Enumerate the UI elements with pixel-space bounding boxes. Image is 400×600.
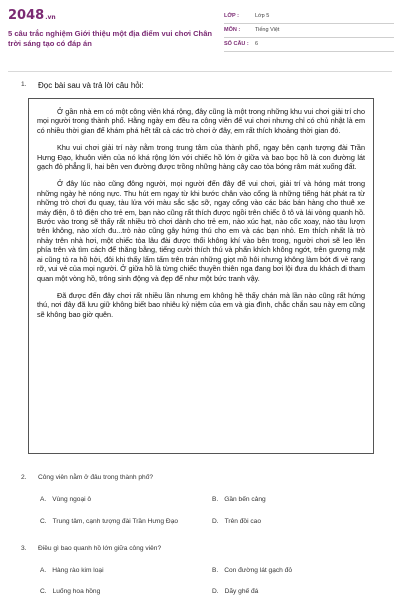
question-number: 2.: [21, 474, 27, 481]
meta-row-count: [224, 38, 394, 52]
passage-paragraph: Ở gần nhà em có một công viên khá rộng, đây cũng là một trong những khu vui chơi giải trí cho mọi người trong thành phố. Hằng ngày em đều ra công viên để vui chơi nhưng chỉ có chủ nhật là em có nhiều thời gian để khám phá hết tất cả các trò chơi ở đây, em rất thích khoảng thời gian đó.: [37, 107, 365, 135]
meta-value: 6: [255, 41, 259, 47]
meta-label: MÔN :: [224, 27, 241, 33]
option-letter: D.: [212, 588, 219, 595]
logo-text: 2048: [8, 8, 45, 23]
page-title: 5 câu trắc nghiệm Giới thiệu một địa điểm vui chơi Chân trời sáng tạo có đáp án: [8, 29, 213, 48]
option-letter: B.: [212, 567, 219, 574]
question-text: Đọc bài sau và trả lời câu hỏi:: [38, 81, 144, 90]
question-text: Công viên nằm ở đâu trong thành phố?: [38, 474, 154, 481]
reading-passage: [28, 98, 374, 454]
option-text: Luống hoa hồng: [52, 588, 101, 595]
meta-label: LỚP :: [224, 13, 239, 19]
page-header: [0, 0, 400, 70]
option-text: Hàng rào kim loại: [52, 567, 104, 574]
passage-paragraph: Khu vui chơi giải trí này nằm trong trung tâm của thành phố, ngay bên cạnh tượng đài Trần Hưng Đạo, khuôn viên của nó khá rộng lớn với chiếc hồ lớn ở giữa và bao bọc hồ là con đường lát gạch đỏ phẳng lì, hai bên ven đường được trồng những hàng cây cao tỏa bóng râm mát xuống đất.: [37, 143, 365, 172]
question-text: Điều gì bao quanh hồ lớn giữa công viên?: [38, 545, 162, 552]
question-number: 3.: [21, 545, 27, 552]
option-letter: D.: [212, 518, 219, 525]
meta-row-subject: [224, 24, 394, 38]
answer-option-c[interactable]: [40, 518, 178, 525]
option-text: Vùng ngoại ô: [52, 496, 92, 503]
option-text: Dãy ghế đá: [224, 588, 259, 595]
passage-paragraph: Đã được đến đây chơi rất nhiều lần nhưng em không hề thấy chán mà lần nào cũng rất hứng thú, nơi đây đã lưu giữ không biết bao nhiêu kỷ niệm của em và gia đình, chắc chắn sau này em cũng sẽ không bao giờ quên.: [37, 290, 365, 319]
option-text: Trên đồi cao: [224, 518, 262, 525]
site-logo[interactable]: [8, 8, 56, 23]
header-divider: [8, 71, 392, 72]
answer-option-b[interactable]: [212, 567, 292, 574]
answer-option-d[interactable]: [212, 518, 261, 525]
option-letter: C.: [40, 588, 47, 595]
meta-label: SỐ CÂU :: [224, 41, 249, 47]
answer-option-a[interactable]: [40, 496, 91, 503]
meta-row-grade: [224, 10, 394, 24]
logo-suffix: .vn: [45, 14, 56, 21]
option-text: Trung tâm, cạnh tượng đài Trần Hưng Đạo: [52, 518, 179, 525]
option-letter: A.: [40, 567, 47, 574]
option-letter: C.: [40, 518, 47, 525]
meta-info: [224, 10, 394, 52]
meta-value: Tiếng Việt: [255, 27, 280, 33]
answer-option-b[interactable]: [212, 496, 266, 503]
answer-option-d[interactable]: [212, 588, 258, 595]
meta-value: Lớp 5: [255, 13, 270, 19]
option-text: Gần bến cảng: [224, 496, 266, 503]
passage-paragraph: Ở đây lúc nào cũng đông người, mọi người đến đây để vui chơi, giải trí và hóng mát trong những ngày hè nóng nực. Thu hút em ngay từ khi bước chân vào cổng là những tiếng hát phát ra từ những trò chơi đu quay, tàu lửa với màu sắc sặc sỡ, ngay cổng vào các bác bán hàng cho thuê xe máy điện, ô tô điện cho trẻ em, bạn nào cũng rất thích được ngồi trên chiếc ô tô và lái vòng quanh hồ. Bước vào trong sẽ thấy rất nhiều trò chơi dành cho trẻ em, nào xúc hạt, nào cốc xoay, nào tàu lượn trên không, nào xích đu...trò nào cũng gây hứng thú cho em và các bạn nhỏ. Em thích nhất là trò nhảy trên nhà hơi, một chiếc tòa lâu đài được thổi không khí vào bên trong, người chơi sẽ leo lên phía trên và tìm cách để thăng bằng, tiếng cười thích thú và phấn khích không ngớt, trên gương mặt ai cũng tỏ ra hồ hởi, đôi khi thấy lấm tấm trên trán những giọt mồ hôi nhưng không làm bớt đi vẻ rạng rỡ, vui vẻ của mọi người. Ở giữa hồ là từng chiếc thuyền thiên nga đang bơi lội đưa du khách đi tham quan một vòng hồ, trông sinh động và đẹp để như một bức tranh vậy.: [37, 179, 365, 283]
question-number: 1.: [21, 81, 27, 88]
option-text: Con đường lát gạch đỏ: [224, 567, 292, 574]
answer-option-a[interactable]: [40, 567, 104, 574]
option-letter: B.: [212, 496, 219, 503]
option-letter: A.: [40, 496, 47, 503]
answer-option-c[interactable]: [40, 588, 100, 595]
